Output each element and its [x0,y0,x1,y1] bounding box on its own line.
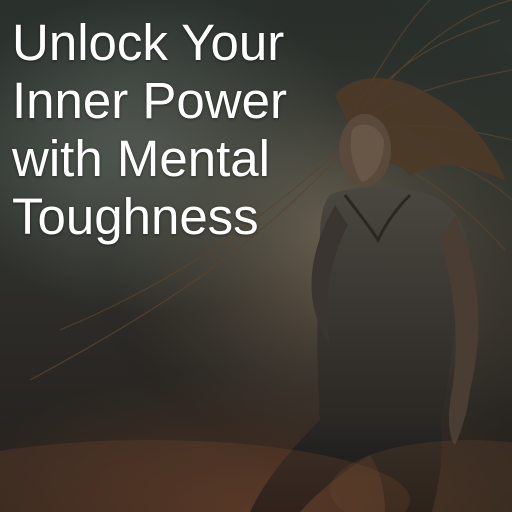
headline-line-1: Unlock Your [12,14,285,71]
headline-line-3: with Mental [12,130,270,187]
headline-line-4: Toughness [12,188,259,245]
headline [12,14,502,246]
headline-line-2: Inner Power [12,72,287,129]
